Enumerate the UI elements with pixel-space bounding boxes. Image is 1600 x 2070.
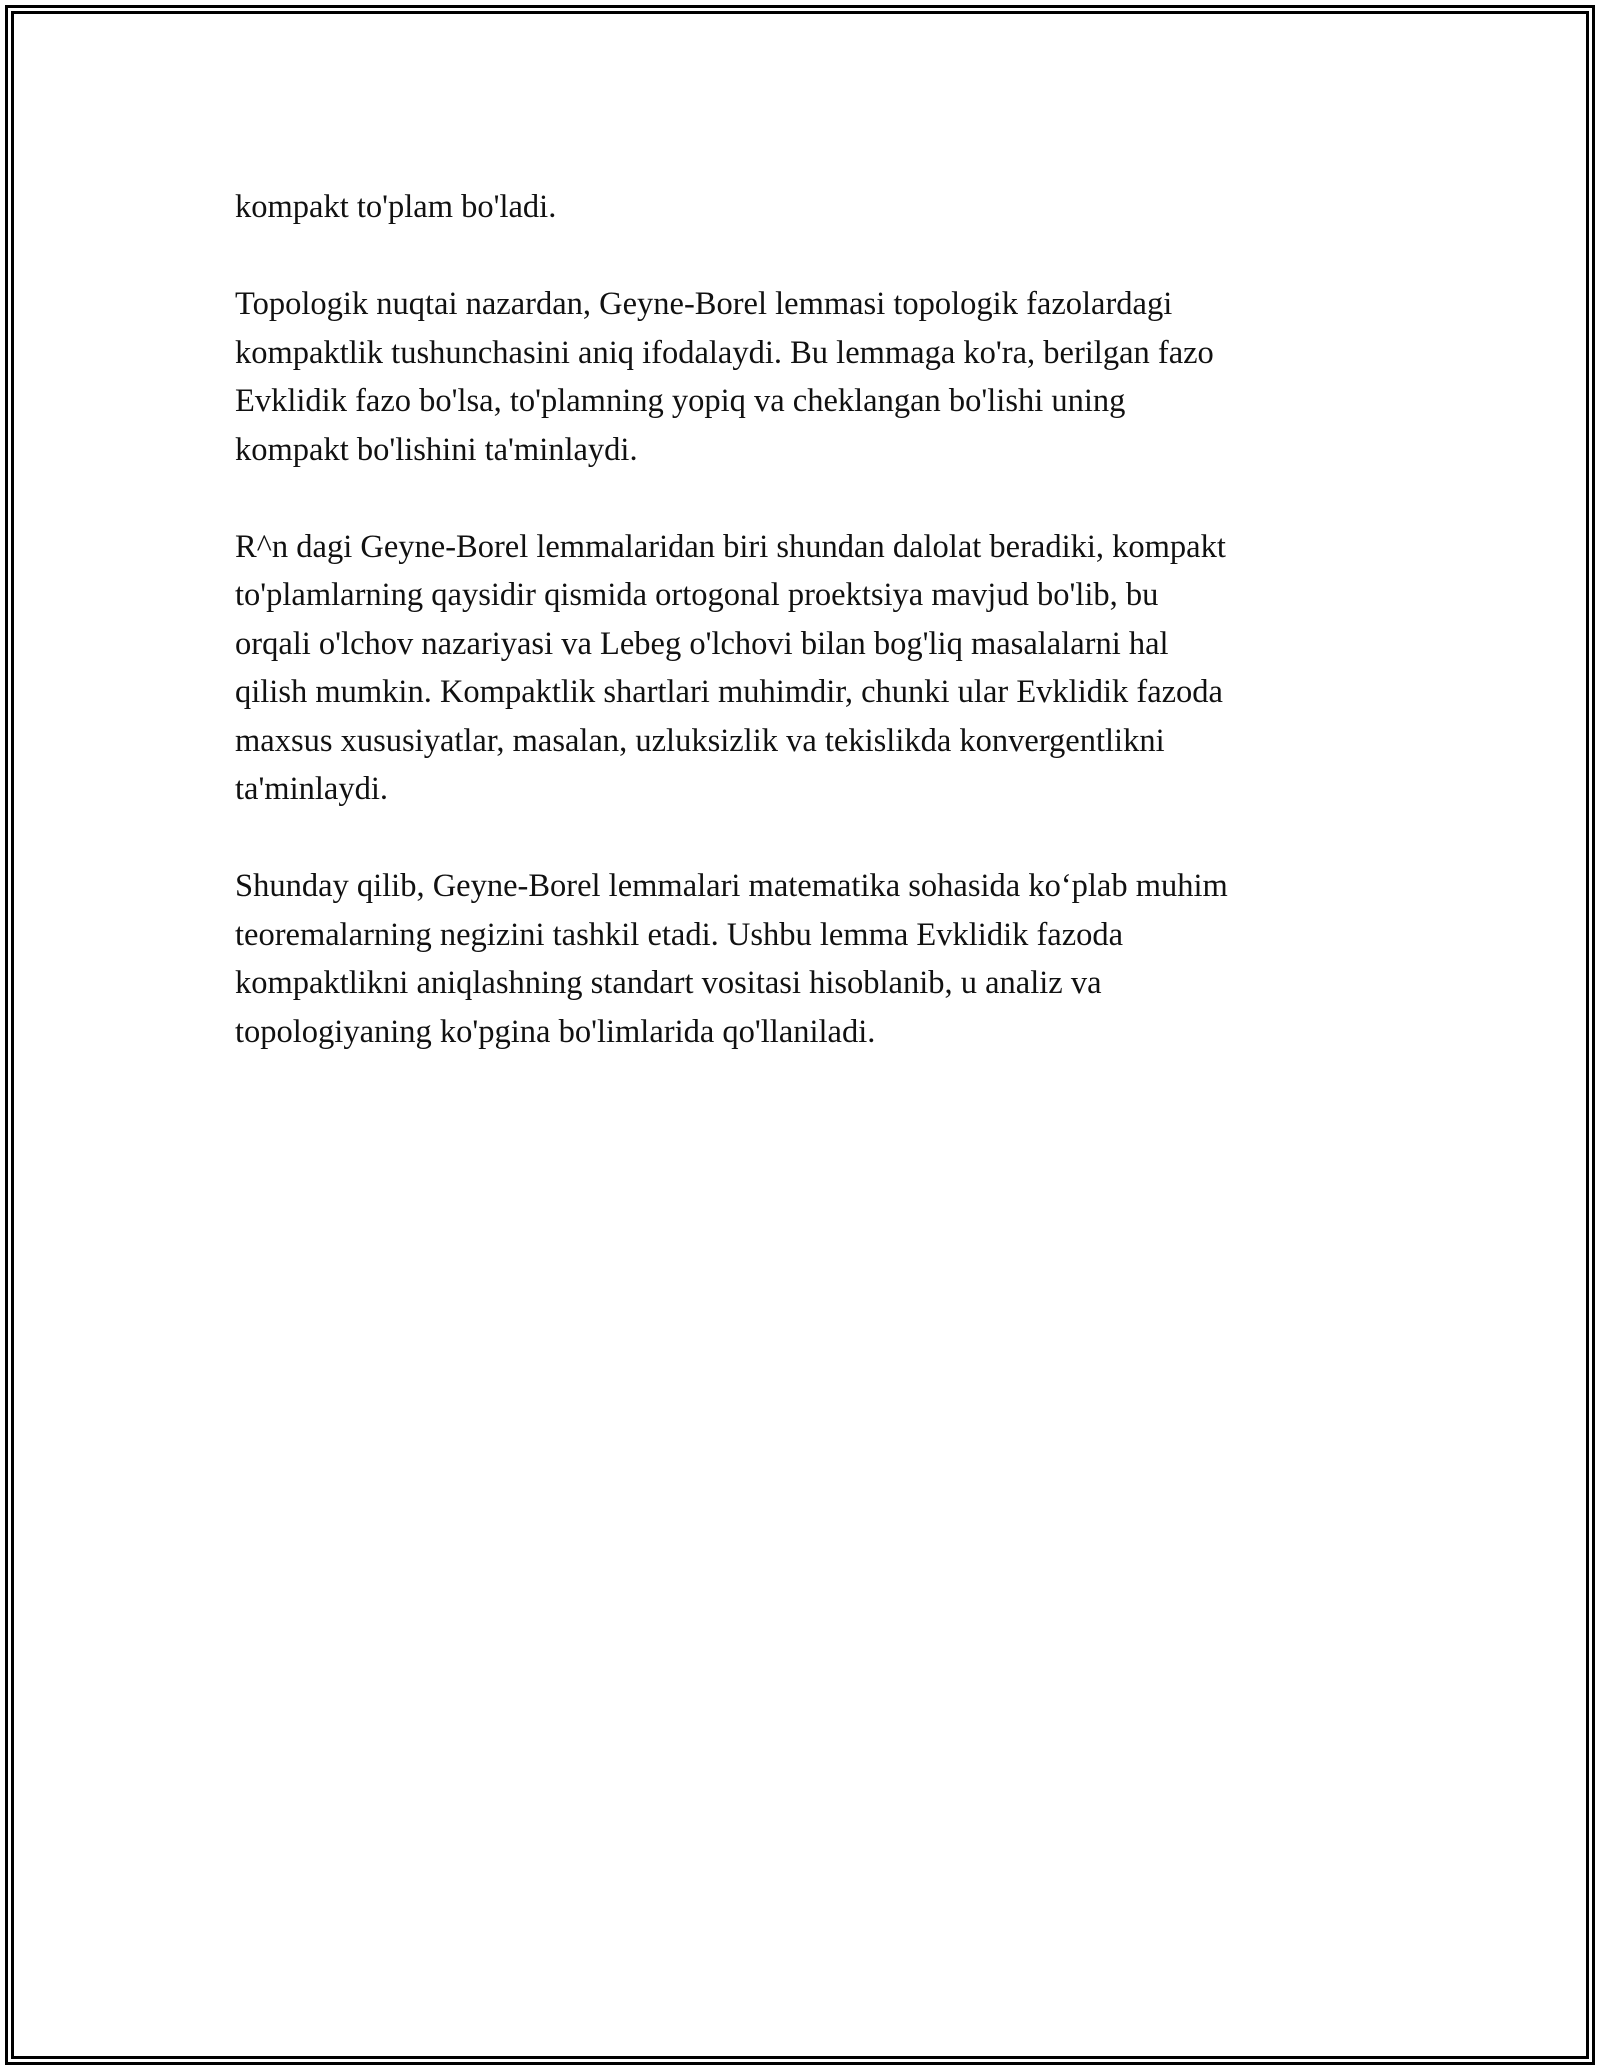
text-line: Evklidik fazo bo'lsa, to'plamning yopiq va cheklangan bo'lishi uning: [235, 383, 1126, 419]
paragraph-3: [235, 523, 1365, 814]
paragraph-2: [235, 280, 1365, 474]
text-line: ta'minlaydi.: [235, 771, 388, 807]
text-line: Topologik nuqtai nazardan, Geyne-Borel lemmasi topologik fazolardagi: [235, 286, 1173, 322]
text-line: teoremalarning negizini tashkil etadi. Ushbu lemma Evklidik fazoda: [235, 916, 1124, 953]
text-line: maxsus xususiyatlar, masalan, uzluksizlik va tekislikda konvergentlikni: [235, 722, 1165, 759]
text-line: to'plamlarning qaysidir qismida ortogonal proektsiya mavjud bo'lib, bu: [235, 577, 1159, 613]
text-line: kompaktlikni aniqlashning standart vositasi hisoblanib, u analiz va: [235, 965, 1102, 1001]
text-line: R^n dagi Geyne-Borel lemmalaridan biri shundan dalolat beradiki, kompakt: [235, 528, 1226, 565]
text-line: kompaktlik tushunchasini aniq ifodalaydi. Bu lemmaga ko'ra, berilgan fazo: [235, 334, 1214, 371]
text-line: orqali o'lchov nazariyasi va Lebeg o'lchovi bilan bog'liq masalalarni hal: [235, 625, 1169, 662]
text-line: kompakt to'plam bo'ladi.: [235, 189, 557, 225]
paragraph-4: [235, 862, 1365, 1056]
paragraph-1: [235, 183, 1365, 232]
text-line: qilish mumkin. Kompaktlik shartlari muhimdir, chunki ular Evklidik fazoda: [235, 674, 1223, 710]
document-body: [235, 183, 1365, 1105]
text-line: Shunday qilib, Geyne-Borel lemmalari matematika sohasida ko‘plab muhim: [235, 868, 1228, 904]
text-line: topologiyaning ko'pgina bo'limlarida qo'llaniladi.: [235, 1013, 876, 1050]
text-line: kompakt bo'lishini ta'minlaydi.: [235, 431, 638, 468]
